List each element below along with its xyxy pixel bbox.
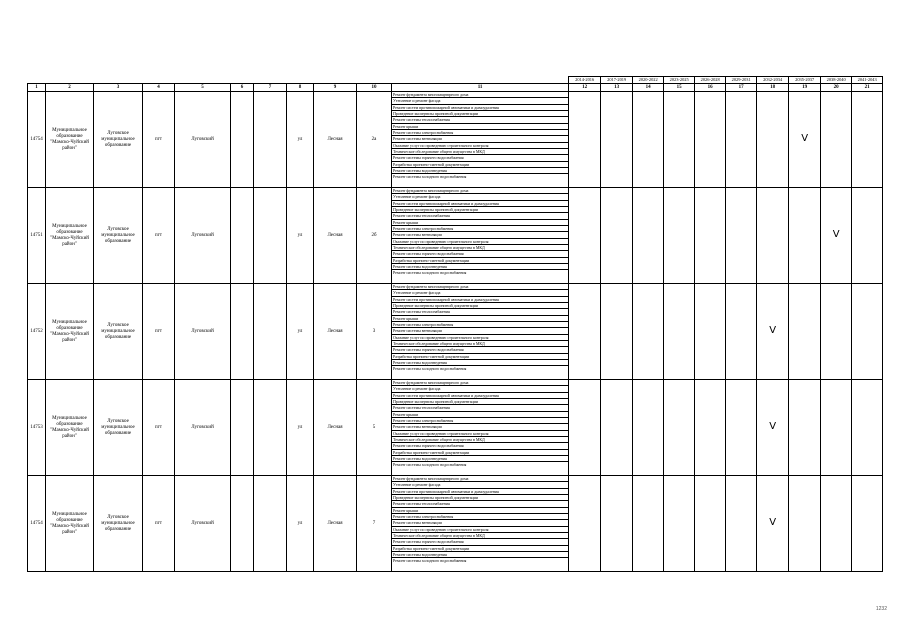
blank-cell <box>254 188 287 284</box>
street-type: ул <box>287 92 314 188</box>
year-cell <box>664 188 695 284</box>
work-item: Ремонт систем противопожарной автоматики и дымоудаления <box>392 105 568 111</box>
municipality: Муниципальное образование "Мамско-Чуйский район" <box>46 284 94 380</box>
check-mark: V <box>769 516 777 528</box>
work-item: Ремонт системы теплоснабжения <box>392 213 568 219</box>
work-item: Ремонт системы водоотведения <box>392 360 568 366</box>
work-item: Оказание услуг по проведению строительного контроля <box>392 239 568 245</box>
work-item: Разработка проектно-сметной документации <box>392 162 568 168</box>
work-item: Ремонт системы электроснабжения <box>392 514 568 520</box>
year-cell <box>695 380 726 476</box>
work-item: Ремонт системы водоотведения <box>392 264 568 270</box>
work-item: Ремонт крыши <box>392 124 568 130</box>
year-cell <box>633 284 664 380</box>
work-item: Ремонт фундамента многоквартирного дома <box>392 476 568 482</box>
street: Лесная <box>314 476 357 572</box>
work-item: Утепление и ремонт фасада <box>392 98 568 104</box>
year-cell <box>664 284 695 380</box>
settlement: Луговское муниципальное образование <box>94 188 143 284</box>
house-number: 2б <box>357 188 392 284</box>
year-cell <box>789 476 821 572</box>
year-header-cell: 2014-2016 <box>569 77 601 84</box>
year-header-cell: 2026-2028 <box>695 77 726 84</box>
works-list <box>392 476 569 572</box>
record-id: 14751 <box>28 188 46 284</box>
work-item: Ремонт систем противопожарной автоматики и дымоудаления <box>392 489 568 495</box>
year-cell <box>695 188 726 284</box>
column-number-cell: 6 <box>231 84 254 92</box>
blank-cell <box>231 476 254 572</box>
year-cell <box>664 380 695 476</box>
year-cell <box>757 188 789 284</box>
year-header-cell: 2020-2022 <box>633 77 664 84</box>
year-cell <box>601 476 633 572</box>
work-item: Утепление и ремонт фасада <box>392 290 568 296</box>
year-cell <box>633 188 664 284</box>
work-item: Проведение экспертизы проектной документации <box>392 495 568 501</box>
year-cell <box>757 92 789 188</box>
blank-cell <box>254 380 287 476</box>
works-list <box>392 284 569 380</box>
work-item: Ремонт системы электроснабжения <box>392 130 568 136</box>
work-item: Ремонт системы горячего водоснабжения <box>392 539 568 545</box>
year-cell <box>569 188 601 284</box>
work-item: Ремонт системы вентиляции <box>392 328 568 334</box>
column-number-cell: 2 <box>46 84 94 92</box>
column-number-cell: 7 <box>254 84 287 92</box>
work-item: Ремонт системы электроснабжения <box>392 226 568 232</box>
municipality: Муниципальное образование "Мамско-Чуйский район" <box>46 92 94 188</box>
work-item: Ремонт крыши <box>392 316 568 322</box>
blank-cell <box>254 476 287 572</box>
work-item: Ремонт системы холодного водоснабжения <box>393 174 467 180</box>
table-row <box>28 476 883 572</box>
table-row <box>28 188 883 284</box>
work-item: Ремонт систем противопожарной автоматики и дымоудаления <box>392 201 568 207</box>
street: Лесная <box>314 380 357 476</box>
record-id: 14752 <box>28 284 46 380</box>
year-header-cell: 2038-2040 <box>821 77 852 84</box>
year-cell <box>633 476 664 572</box>
year-cell <box>569 284 601 380</box>
work-item: Техническое обследование общего имущества в МКД <box>392 341 568 347</box>
work-item: Разработка проектно-сметной документации <box>392 546 568 552</box>
table-row <box>28 380 883 476</box>
work-item: Ремонт системы вентиляции <box>392 232 568 238</box>
locality: Луговский <box>175 188 231 284</box>
work-item: Ремонт системы холодного водоснабжения <box>393 366 467 372</box>
record-id: 14753 <box>28 380 46 476</box>
settlement-type: пгт <box>143 476 175 572</box>
settlement-type: пгт <box>143 92 175 188</box>
locality: Луговский <box>175 284 231 380</box>
blank-cell <box>231 284 254 380</box>
year-header-cell: 2041-2043 <box>852 77 883 84</box>
year-cell <box>695 476 726 572</box>
table-row <box>28 284 883 380</box>
settlement-type: пгт <box>143 284 175 380</box>
column-number-cell: 21 <box>852 84 883 92</box>
settlement: Луговское муниципальное образование <box>94 476 143 572</box>
year-cell <box>569 380 601 476</box>
year-cell <box>852 284 883 380</box>
column-number-cell: 4 <box>143 84 175 92</box>
work-item: Проведение экспертизы проектной документации <box>392 399 568 405</box>
column-number-cell: 3 <box>94 84 143 92</box>
work-item: Ремонт системы электроснабжения <box>392 322 568 328</box>
year-cell <box>821 92 852 188</box>
table-row <box>28 92 883 188</box>
year-header-cell: 2029-2031 <box>726 77 757 84</box>
work-item: Ремонт системы горячего водоснабжения <box>392 443 568 449</box>
work-item: Ремонт систем противопожарной автоматики и дымоудаления <box>392 393 568 399</box>
year-cell <box>664 92 695 188</box>
column-number-cell: 8 <box>287 84 314 92</box>
street: Лесная <box>314 92 357 188</box>
column-number-cell: 9 <box>314 84 357 92</box>
street: Лесная <box>314 188 357 284</box>
work-item: Ремонт системы горячего водоснабжения <box>392 155 568 161</box>
repair-mark <box>757 284 789 380</box>
work-item: Техническое обследование общего имущества в МКД <box>392 245 568 251</box>
repair-mark <box>821 188 852 284</box>
year-header-cell: 2035-2037 <box>789 77 821 84</box>
work-item: Ремонт фундамента многоквартирного дома <box>392 188 568 194</box>
year-cell <box>601 188 633 284</box>
year-header-cell: 2017-2019 <box>601 77 633 84</box>
blank-cell <box>231 188 254 284</box>
work-item: Ремонт системы электроснабжения <box>392 418 568 424</box>
year-cell <box>569 92 601 188</box>
column-number-cell: 16 <box>695 84 726 92</box>
work-item: Ремонт системы холодного водоснабжения <box>393 558 467 564</box>
column-number-cell: 11 <box>392 84 569 92</box>
work-item: Оказание услуг по проведению строительного контроля <box>392 335 568 341</box>
column-number-cell: 19 <box>789 84 821 92</box>
work-item: Ремонт системы водоотведения <box>392 552 568 558</box>
work-item: Ремонт системы теплоснабжения <box>392 501 568 507</box>
year-cell <box>726 188 757 284</box>
year-cell <box>789 284 821 380</box>
work-item: Ремонт системы водоотведения <box>392 456 568 462</box>
blank-header <box>28 77 569 84</box>
check-mark: V <box>769 324 777 336</box>
column-number-cell: 14 <box>633 84 664 92</box>
check-mark: V <box>801 132 809 144</box>
column-number-cell: 1 <box>28 84 46 92</box>
work-item: Разработка проектно-сметной документации <box>392 450 568 456</box>
column-numbers-row <box>28 84 883 92</box>
year-cell <box>852 92 883 188</box>
work-item: Утепление и ремонт фасада <box>392 386 568 392</box>
repair-mark <box>757 476 789 572</box>
work-item: Техническое обследование общего имущества в МКД <box>392 533 568 539</box>
settlement-type: пгт <box>143 188 175 284</box>
year-cell <box>695 284 726 380</box>
work-item: Ремонт системы водоотведения <box>392 168 568 174</box>
work-item: Разработка проектно-сметной документации <box>392 354 568 360</box>
work-item: Ремонт системы теплоснабжения <box>392 309 568 315</box>
year-header-cell: 2023-2025 <box>664 77 695 84</box>
locality: Луговский <box>175 92 231 188</box>
year-cell <box>726 380 757 476</box>
repair-mark <box>757 380 789 476</box>
blank-cell <box>231 380 254 476</box>
year-cell <box>821 284 852 380</box>
street-type: ул <box>287 188 314 284</box>
work-item: Проведение экспертизы проектной документации <box>392 207 568 213</box>
work-item: Оказание услуг по проведению строительного контроля <box>392 143 568 149</box>
capital-repair-table <box>27 76 883 572</box>
work-item: Оказание услуг по проведению строительного контроля <box>392 431 568 437</box>
work-item: Оказание услуг по проведению строительного контроля <box>392 527 568 533</box>
works-list <box>392 380 569 476</box>
work-item: Утепление и ремонт фасада <box>392 194 568 200</box>
work-item: Ремонт фундамента многоквартирного дома <box>392 92 568 98</box>
settlement-type: пгт <box>143 380 175 476</box>
column-number-cell: 20 <box>821 84 852 92</box>
settlement: Луговское муниципальное образование <box>94 284 143 380</box>
work-item: Ремонт крыши <box>392 220 568 226</box>
work-item: Ремонт системы вентиляции <box>392 520 568 526</box>
municipality: Муниципальное образование "Мамско-Чуйский район" <box>46 380 94 476</box>
house-number: 2а <box>357 92 392 188</box>
street-type: ул <box>287 380 314 476</box>
column-number-cell: 10 <box>357 84 392 92</box>
work-item: Ремонт системы горячего водоснабжения <box>392 347 568 353</box>
settlement: Луговское муниципальное образование <box>94 380 143 476</box>
works-list <box>392 92 569 188</box>
work-item: Утепление и ремонт фасада <box>392 482 568 488</box>
work-item: Ремонт систем противопожарной автоматики и дымоудаления <box>392 297 568 303</box>
street-type: ул <box>287 284 314 380</box>
column-number-cell: 12 <box>569 84 601 92</box>
year-cell <box>695 92 726 188</box>
work-item: Проведение экспертизы проектной документации <box>392 303 568 309</box>
check-mark: V <box>769 420 777 432</box>
repair-mark <box>789 92 821 188</box>
locality: Луговский <box>175 476 231 572</box>
year-cell <box>821 476 852 572</box>
work-item: Техническое обследование общего имущества в МКД <box>392 437 568 443</box>
street-type: ул <box>287 476 314 572</box>
work-item: Разработка проектно-сметной документации <box>392 258 568 264</box>
year-cell <box>726 476 757 572</box>
work-item: Техническое обследование общего имущества в МКД <box>392 149 568 155</box>
record-id: 14754 <box>28 476 46 572</box>
year-cell <box>852 188 883 284</box>
year-cell <box>664 476 695 572</box>
year-cell <box>726 92 757 188</box>
column-number-cell: 5 <box>175 84 231 92</box>
work-item: Ремонт крыши <box>392 412 568 418</box>
column-number-cell: 17 <box>726 84 757 92</box>
year-cell <box>601 284 633 380</box>
blank-cell <box>254 92 287 188</box>
year-cell <box>569 476 601 572</box>
column-number-cell: 13 <box>601 84 633 92</box>
municipality: Муниципальное образование "Мамско-Чуйский район" <box>46 188 94 284</box>
year-cell <box>821 380 852 476</box>
house-number: 5 <box>357 380 392 476</box>
work-item: Ремонт фундамента многоквартирного дома <box>392 380 568 386</box>
page-number: 1232 <box>875 606 887 612</box>
column-number-cell: 15 <box>664 84 695 92</box>
year-cell <box>852 380 883 476</box>
blank-cell <box>254 284 287 380</box>
work-item: Ремонт системы вентиляции <box>392 424 568 430</box>
work-item: Ремонт системы горячего водоснабжения <box>392 251 568 257</box>
work-item: Ремонт системы теплоснабжения <box>392 405 568 411</box>
year-cell <box>633 380 664 476</box>
column-number-cell: 18 <box>757 84 789 92</box>
work-item: Ремонт системы вентиляции <box>392 136 568 142</box>
house-number: 7 <box>357 476 392 572</box>
check-mark: V <box>832 228 840 240</box>
work-item: Ремонт системы теплоснабжения <box>392 117 568 123</box>
year-cell <box>633 92 664 188</box>
table-body <box>28 77 883 572</box>
year-cell <box>789 188 821 284</box>
work-item: Ремонт системы холодного водоснабжения <box>393 270 467 276</box>
year-cell <box>726 284 757 380</box>
years-header-row <box>28 77 883 84</box>
record-id: 14754 <box>28 92 46 188</box>
blank-cell <box>231 92 254 188</box>
settlement: Луговское муниципальное образование <box>94 92 143 188</box>
street: Лесная <box>314 284 357 380</box>
year-cell <box>601 380 633 476</box>
work-item: Ремонт фундамента многоквартирного дома <box>392 284 568 290</box>
year-header-cell: 2032-2034 <box>757 77 789 84</box>
work-item: Ремонт системы холодного водоснабжения <box>393 462 467 468</box>
municipality: Муниципальное образование "Мамско-Чуйский район" <box>46 476 94 572</box>
works-list <box>392 188 569 284</box>
house-number: 3 <box>357 284 392 380</box>
year-cell <box>601 92 633 188</box>
locality: Луговский <box>175 380 231 476</box>
year-cell <box>852 476 883 572</box>
year-cell <box>789 380 821 476</box>
work-item: Проведение экспертизы проектной документации <box>392 111 568 117</box>
work-item: Ремонт крыши <box>392 508 568 514</box>
